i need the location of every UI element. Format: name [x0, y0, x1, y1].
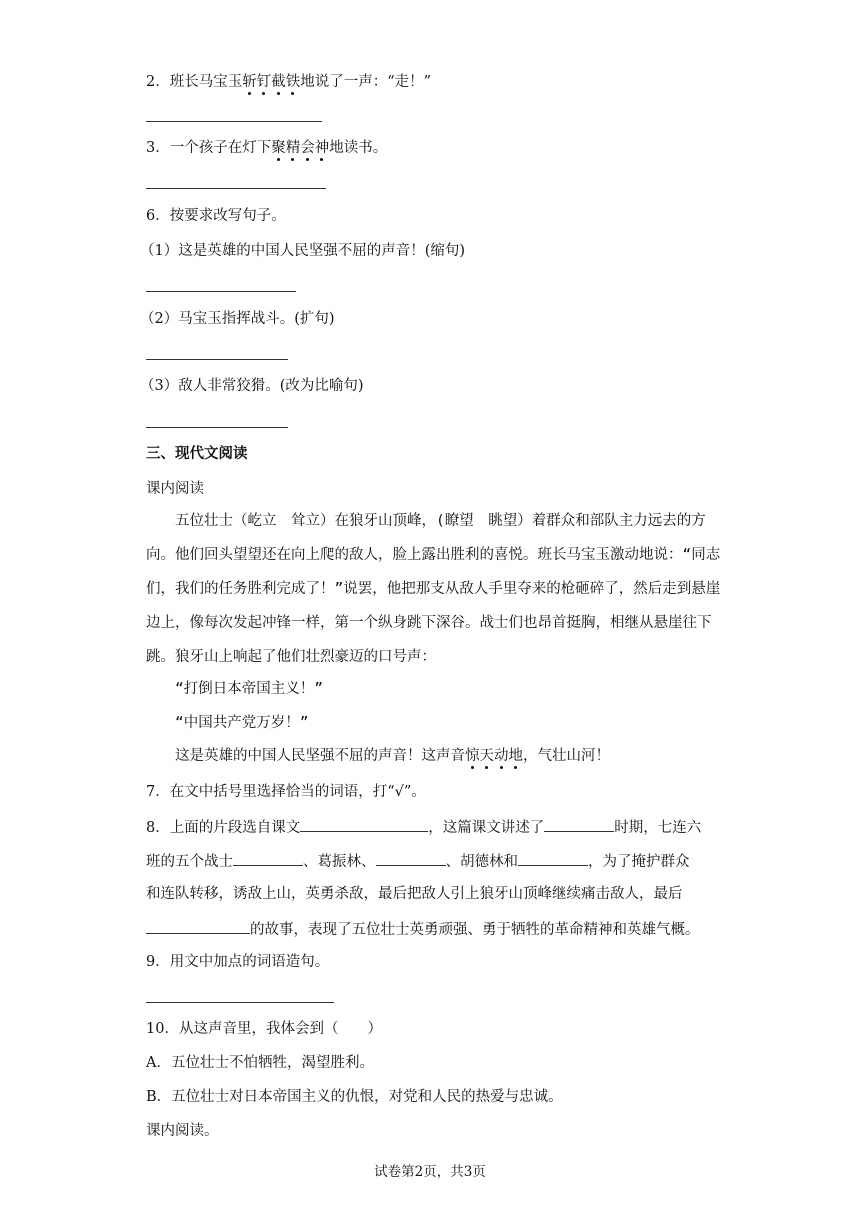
question-6-item-1: （1）这是英雄的中国人民坚强不屈的声音！(缩句) [140, 243, 466, 259]
passage-slogan-1: “打倒日本帝国主义！” [175, 681, 323, 697]
question-7: 7．在文中括号里选择恰当的词语，打“√”。 [146, 784, 426, 800]
page-footer: 试卷第2页，共3页 [374, 1164, 486, 1180]
fill-blank[interactable] [233, 850, 303, 866]
dotted-char: 钉 [256, 74, 272, 90]
question-2: 2．班长马宝玉斩钉截铁地说了一声：“走！” [146, 74, 432, 90]
dotted-char: 聚 [271, 140, 286, 156]
dotted-char: 斩 [242, 74, 257, 90]
fill-blank[interactable] [518, 850, 588, 866]
fill-blank[interactable] [544, 816, 614, 832]
answer-line[interactable] [146, 427, 288, 428]
next-section-label: 课内阅读。 [146, 1123, 219, 1139]
question-8-line-3: 和连队转移，诱敌上山，英勇杀敌，最后把敌人引上狼牙山顶峰继续痛击敌人，最后 [146, 886, 683, 902]
dotted-word [465, 748, 523, 764]
dotted-char: 精 [285, 140, 301, 156]
answer-line[interactable] [146, 1002, 334, 1003]
dotted-char: 天 [479, 748, 494, 764]
dotted-char: 地 [508, 748, 523, 764]
question-3: 3．一个孩子在灯下聚精会神地读书。 [146, 140, 388, 156]
dotted-char: 铁 [285, 74, 301, 90]
fill-blank[interactable] [300, 816, 428, 832]
question-6-item-3: （3）敌人非常狡猾。(改为比喻句) [140, 378, 364, 394]
passage-last-line: 这是英雄的中国人民坚强不屈的声音！这声音惊天动地，气壮山河！ [175, 748, 610, 764]
dotted-char: 惊 [465, 748, 480, 764]
answer-line[interactable] [146, 188, 326, 189]
question-9: 9．用文中加点的词语造句。 [146, 954, 330, 970]
fill-blank[interactable] [146, 918, 250, 934]
dotted-word [271, 140, 329, 156]
passage-slogan-2: “中国共产党万岁！” [175, 715, 309, 731]
question-6-item-2: （2）马宝玉指挥战斗。(扩句) [140, 311, 335, 327]
question-8-line-4: 的故事，表现了五位壮士英勇顽强、勇于牺牲的革命精神和英雄气概。 [146, 918, 700, 940]
answer-line[interactable] [146, 359, 288, 360]
question-10: 10．从这声音里，我体会到（ ） [146, 1021, 382, 1037]
dotted-char: 会 [300, 140, 315, 156]
dotted-char: 神 [314, 140, 330, 156]
question-6-title: 6．按要求改写句子。 [146, 208, 286, 224]
section-subtitle: 课内阅读 [146, 481, 204, 497]
option-b[interactable]: B．五位壮士对日本帝国主义的仇恨，对党和人民的热爱与忠诚。 [146, 1089, 563, 1105]
question-8-line-2: 班的五个战士 、葛振林、 、胡德林和 ，为了掩护群众 [146, 850, 690, 872]
answer-line[interactable] [146, 121, 322, 122]
dotted-char: 截 [271, 74, 286, 90]
passage-paragraph: 五位壮士（屹立 耸立）在狼牙山顶峰，(瞭望 眺望）着群众和部队主力远去的方向。他们回头望望还在向上爬的敌人，脸上露出胜利的喜悦。班长马宝玉激动地说：“同志们，我们的任务胜利完成了！”说罢，他把那支从敌人手里夺来的枪砸碎了，然后走到悬崖边上，像每次发起冲锋一样，第一个纵身跳下深谷。战士们也昂首挺胸，相继从悬崖往下跳。狼牙山上响起了他们壮烈豪迈的口号声： [146, 513, 721, 665]
option-a[interactable]: A．五位壮士不怕牺牲，渴望胜利。 [146, 1055, 374, 1071]
dotted-char: 动 [494, 748, 509, 764]
question-8-line-1: 8．上面的片段选自课文 ，这篇课文讲述了 时期，七连六 [146, 816, 701, 838]
section-title: 三、现代文阅读 [146, 446, 248, 462]
dotted-word [242, 74, 300, 90]
answer-line[interactable] [146, 291, 296, 292]
fill-blank[interactable] [376, 850, 446, 866]
